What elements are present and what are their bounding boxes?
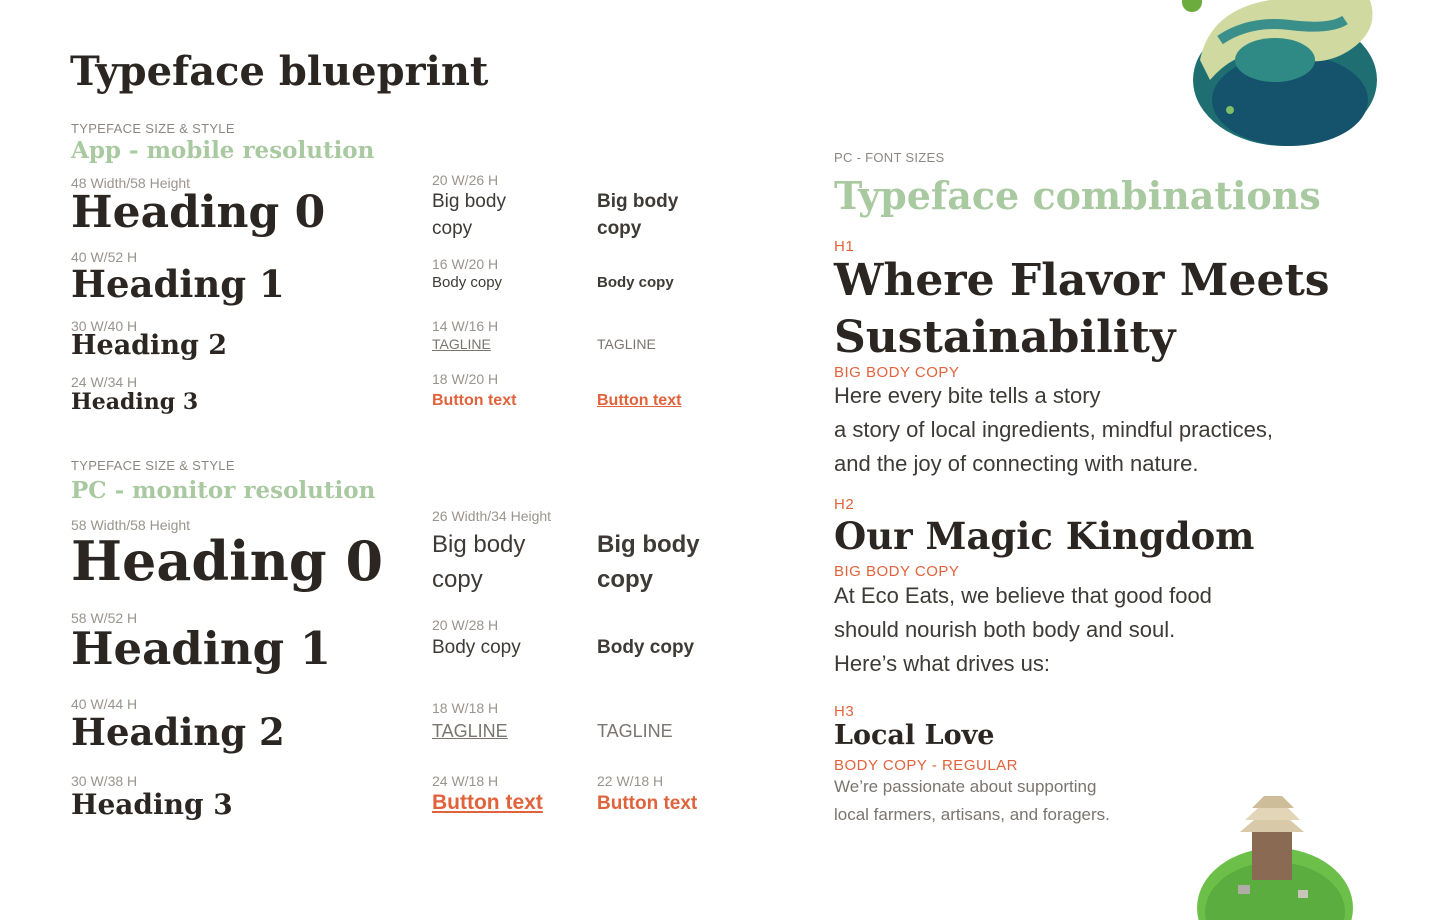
h2-label: H2 xyxy=(834,496,855,513)
pc-bigbody-bold: Big body copy xyxy=(597,531,700,593)
mobile-button-text[interactable]: Button text xyxy=(432,392,517,409)
pc-caption: TYPEFACE SIZE & STYLE xyxy=(71,458,235,473)
big-body-2-line-2: should nourish both body and soul. xyxy=(834,617,1176,642)
pc-body-bold: Body copy xyxy=(597,637,695,658)
pc-button-link[interactable]: Button text xyxy=(432,791,543,814)
mobile-body-meta: 16 W/20 H xyxy=(432,256,499,272)
combo-h2: Our Magic Kingdom xyxy=(834,514,1255,558)
mobile-button-meta: 18 W/20 H xyxy=(432,371,499,387)
mobile-bigbody-meta: 20 W/26 H xyxy=(432,172,499,188)
mobile-h3-meta: 24 W/34 H xyxy=(71,374,138,390)
pc-heading-0: Heading 0 xyxy=(71,529,384,593)
pc-tagline-link[interactable]: TAGLINE xyxy=(432,721,508,741)
mobile-h2-meta: 30 W/40 H xyxy=(71,318,138,334)
mobile-subtitle: App - mobile resolution xyxy=(71,137,375,164)
pc-button-meta-2: 22 W/18 H xyxy=(597,773,664,789)
pc-body-regular: Body copy xyxy=(432,637,521,658)
pc-h1-meta: 58 W/52 H xyxy=(71,610,138,626)
pagoda-island-illustration xyxy=(1190,790,1360,920)
body-line-1: We’re passionate about supporting xyxy=(834,777,1097,796)
mobile-h0-meta: 48 Width/58 Height xyxy=(71,175,191,191)
pc-button-text[interactable]: Button text xyxy=(597,793,698,814)
pc-heading-3: Heading 3 xyxy=(71,788,233,821)
big-body-1-line-2: a story of local ingredients, mindful practices, xyxy=(834,417,1273,442)
big-body-label-2: BIG BODY COPY xyxy=(834,563,960,580)
combo-h3: Local Love xyxy=(834,720,995,751)
combinations-caption: PC - FONT SIZES xyxy=(834,150,945,165)
mobile-heading-2: Heading 2 xyxy=(71,330,228,361)
mobile-caption: TYPEFACE SIZE & STYLE xyxy=(71,121,235,136)
mobile-body-bold: Body copy xyxy=(597,274,674,291)
combo-h1: Where Flavor Meets Sustainability xyxy=(834,255,1330,363)
big-body-label-1: BIG BODY COPY xyxy=(834,364,960,381)
pc-bigbody-meta: 26 Width/34 Height xyxy=(432,508,552,524)
pc-heading-2: Heading 2 xyxy=(71,710,285,754)
h1-label: H1 xyxy=(834,238,855,255)
pc-tagline-plain: TAGLINE xyxy=(597,721,673,741)
mobile-heading-3: Heading 3 xyxy=(71,389,199,415)
body-label: BODY COPY - REGULAR xyxy=(834,757,1018,774)
pc-subtitle: PC - monitor resolution xyxy=(71,477,376,504)
floating-island-illustration xyxy=(1170,0,1385,150)
mobile-button-link[interactable]: Button text xyxy=(597,392,682,409)
mobile-body-regular: Body copy xyxy=(432,274,503,291)
mobile-heading-1: Heading 1 xyxy=(71,262,285,306)
mobile-bigbody-bold: Big body copy xyxy=(597,191,679,239)
pc-body-meta: 20 W/28 H xyxy=(432,617,499,633)
combinations-title: Typeface combinations xyxy=(834,173,1321,218)
pc-heading-1: Heading 1 xyxy=(71,622,332,675)
big-body-1-line-3: and the joy of connecting with nature. xyxy=(834,451,1199,476)
page-title: Typeface blueprint xyxy=(70,48,489,95)
pc-h0-meta: 58 Width/58 Height xyxy=(71,517,191,533)
big-body-1-line-1: Here every bite tells a story xyxy=(834,383,1101,408)
mobile-tagline-meta: 14 W/16 H xyxy=(432,318,499,334)
big-body-2-line-3: Here’s what drives us: xyxy=(834,651,1051,676)
mobile-tagline-plain: TAGLINE xyxy=(597,336,656,352)
h3-label: H3 xyxy=(834,703,855,720)
mobile-bigbody-regular: Big body copy xyxy=(432,191,506,239)
mobile-heading-0: Heading 0 xyxy=(71,187,326,238)
mobile-tagline-link[interactable]: TAGLINE xyxy=(432,336,491,352)
mobile-h1-meta: 40 W/52 H xyxy=(71,249,138,265)
big-body-2-line-1: At Eco Eats, we believe that good food xyxy=(834,583,1212,608)
body-line-2: local farmers, artisans, and foragers. xyxy=(834,805,1110,824)
pc-bigbody-regular: Big body copy xyxy=(432,531,526,593)
pc-tagline-meta: 18 W/18 H xyxy=(432,700,499,716)
pc-h2-meta: 40 W/44 H xyxy=(71,696,138,712)
pc-button-meta: 24 W/18 H xyxy=(432,773,499,789)
pc-h3-meta: 30 W/38 H xyxy=(71,773,138,789)
